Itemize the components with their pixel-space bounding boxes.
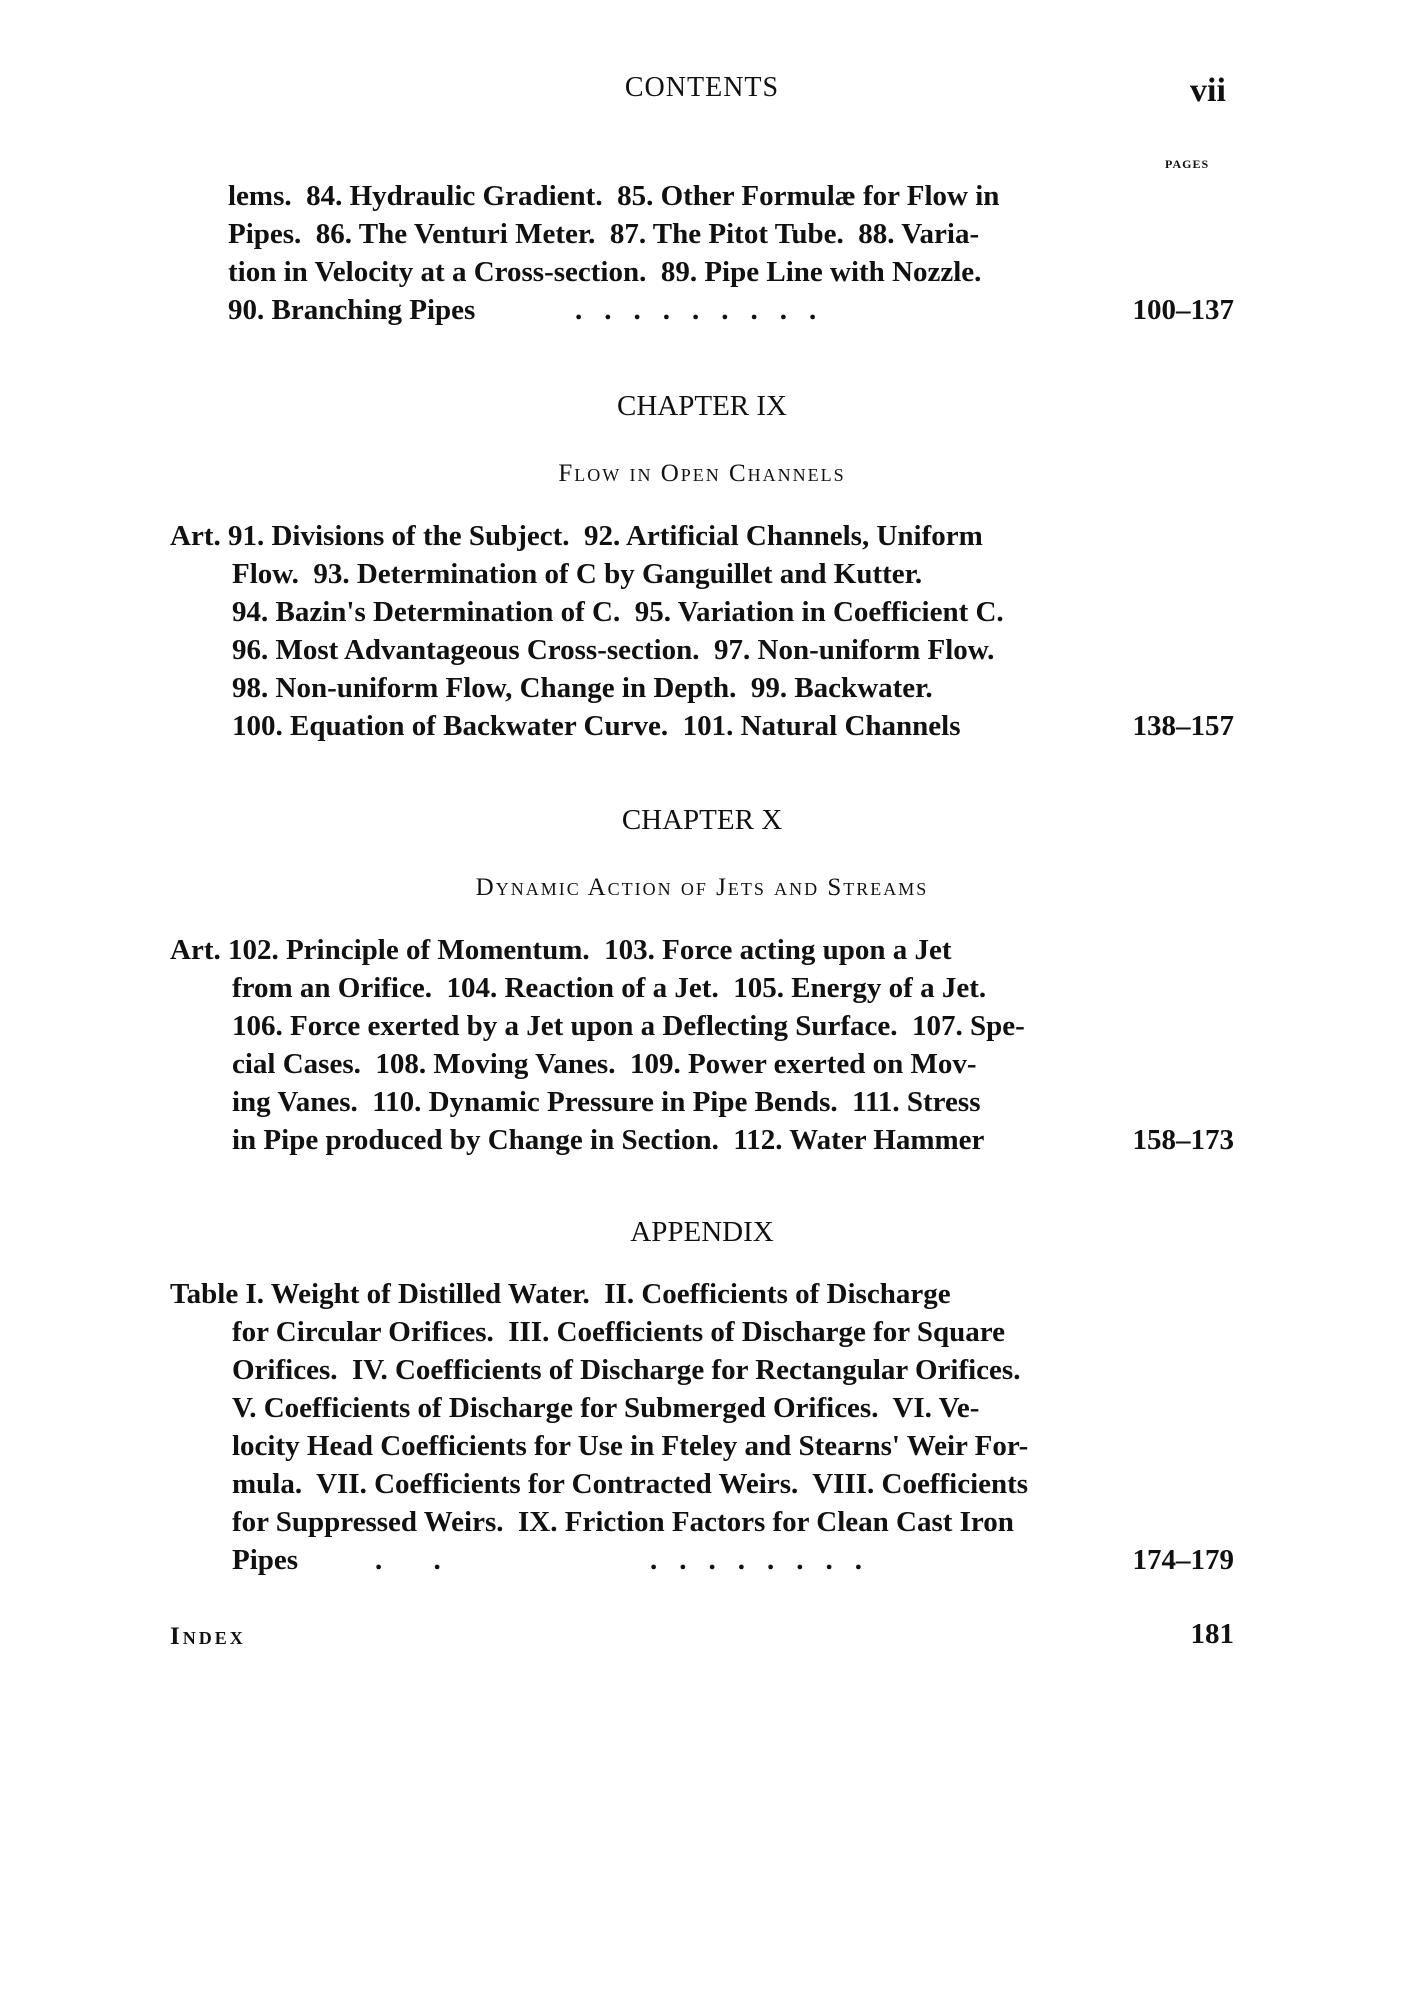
appendix-line-1: Table I. Weight of Distilled Water. II. Coefficients of Discharge bbox=[170, 1278, 951, 1310]
leader-dots: . . bbox=[375, 1544, 463, 1576]
ch9-line-1: Art. 91. Divisions of the Subject. 92. Artificial Channels, Uniform bbox=[170, 520, 983, 552]
appendix-line-5: locity Head Coefficients for Use in Fteley and Stearns' Weir For- bbox=[232, 1430, 1029, 1462]
chapter-x-subtitle: Dynamic Action of Jets and Streams bbox=[475, 874, 929, 901]
ch10-line-5: ing Vanes. 110. Dynamic Pressure in Pipe Bends. 111. Stress bbox=[232, 1086, 981, 1118]
appendix-pages: 174–179 bbox=[1132, 1544, 1234, 1576]
ch9-line-2: Flow. 93. Determination of C by Ganguillet and Kutter. bbox=[232, 558, 923, 590]
ch10-line-2: from an Orifice. 104. Reaction of a Jet. 105. Energy of a Jet. bbox=[232, 972, 987, 1004]
ch8-pages: 100–137 bbox=[1132, 294, 1234, 326]
appendix-heading: APPENDIX bbox=[630, 1216, 774, 1248]
page-folio: vii bbox=[1190, 72, 1226, 109]
index-page: 181 bbox=[1190, 1618, 1234, 1650]
index-label: Index bbox=[170, 1623, 246, 1650]
ch8-line-3: tion in Velocity at a Cross-section. 89. Pipe Line with Nozzle. bbox=[228, 256, 982, 288]
appendix-line-7: for Suppressed Weirs. IX. Friction Factors for Clean Cast Iron bbox=[232, 1506, 1014, 1538]
ch9-line-6: 100. Equation of Backwater Curve. 101. Natural Channels bbox=[232, 710, 961, 742]
leader-dots: ........ bbox=[650, 1544, 884, 1576]
appendix-line-6: mula. VII. Coefficients for Contracted Weirs. VIII. Coefficients bbox=[232, 1468, 1029, 1500]
ch10-line-4: cial Cases. 108. Moving Vanes. 109. Power exerted on Mov- bbox=[232, 1048, 977, 1080]
chapter-ix-heading: CHAPTER IX bbox=[617, 390, 787, 422]
ch10-pages: 158–173 bbox=[1132, 1124, 1234, 1156]
pages-column-label: PAGES bbox=[1165, 157, 1210, 171]
appendix-line-8: Pipes bbox=[232, 1544, 299, 1576]
ch9-line-5: 98. Non-uniform Flow, Change in Depth. 99. Backwater. bbox=[232, 672, 933, 704]
ch10-line-3: 106. Force exerted by a Jet upon a Deflecting Surface. 107. Spe- bbox=[232, 1010, 1025, 1042]
ch9-line-3: 94. Bazin's Determination of C. 95. Variation in Coefficient C. bbox=[232, 596, 1004, 628]
appendix-line-3: Orifices. IV. Coefficients of Discharge for Rectangular Orifices. bbox=[232, 1354, 1021, 1386]
running-title: CONTENTS bbox=[624, 72, 780, 103]
appendix-line-2: for Circular Orifices. III. Coefficients of Discharge for Square bbox=[232, 1316, 1005, 1348]
ch8-line-4: 90. Branching Pipes bbox=[228, 294, 476, 326]
appendix-line-4: V. Coefficients of Discharge for Submerged Orifices. VI. Ve- bbox=[232, 1392, 980, 1424]
chapter-ix-subtitle: Flow in Open Channels bbox=[558, 460, 846, 487]
ch10-line-1: Art. 102. Principle of Momentum. 103. Force acting upon a Jet bbox=[170, 934, 952, 966]
leader-dots: ......... bbox=[575, 294, 839, 326]
chapter-x-heading: CHAPTER X bbox=[621, 804, 783, 836]
ch10-line-6: in Pipe produced by Change in Section. 112. Water Hammer bbox=[232, 1124, 985, 1156]
ch9-pages: 138–157 bbox=[1132, 710, 1234, 742]
ch8-line-1: lems. 84. Hydraulic Gradient. 85. Other Formulæ for Flow in bbox=[228, 180, 1000, 212]
ch9-line-4: 96. Most Advantageous Cross-section. 97. Non-uniform Flow. bbox=[232, 634, 995, 666]
ch8-line-2: Pipes. 86. The Venturi Meter. 87. The Pitot Tube. 88. Varia- bbox=[228, 218, 980, 250]
